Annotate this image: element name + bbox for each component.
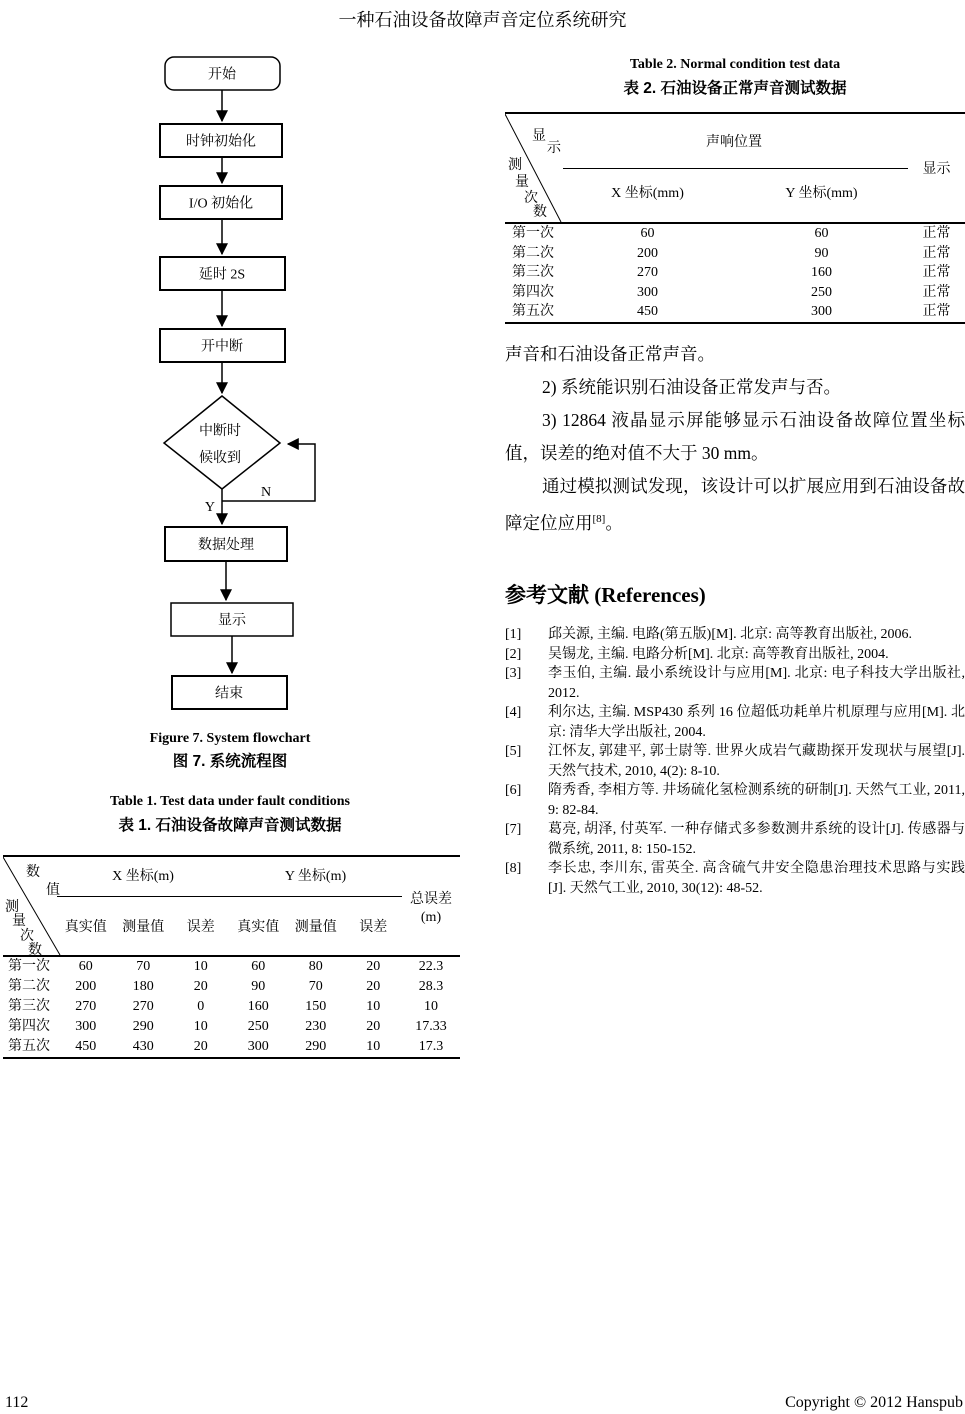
cell-x-error: 0 xyxy=(197,999,205,1014)
table2-display-header: 显示 xyxy=(922,162,951,177)
cell-x-error: 20 xyxy=(193,1039,208,1054)
cell-total-error: 17.3 xyxy=(418,1039,444,1054)
table2-rows xyxy=(505,224,965,322)
table1-subheader: 测量值 xyxy=(294,920,337,935)
table2-corner-bottom-char: 量 xyxy=(515,175,529,190)
node-decision-shape xyxy=(164,396,280,489)
table1-header xyxy=(3,857,460,957)
table-row xyxy=(3,957,460,977)
reference-item xyxy=(505,645,965,665)
reference-number: [1] xyxy=(505,627,522,642)
cell-y-coordinate: 250 xyxy=(811,284,832,300)
reference-number: [7] xyxy=(505,822,522,837)
table1-total-error-unit: (m) xyxy=(420,910,442,925)
reference-number: [5] xyxy=(505,744,522,759)
table-row xyxy=(505,244,965,264)
row-label: 第二次 xyxy=(8,979,50,994)
cell-x-measured: 180 xyxy=(132,979,154,994)
paragraph-text: 通过模拟测试发现，该设计可以扩展应用到石油设备故障定位应用 xyxy=(505,476,965,533)
node-open-interrupt-label: 开中断 xyxy=(201,339,243,355)
table1-corner-bottom-char: 数 xyxy=(28,943,42,958)
paragraph: 2) 系统能识别石油设备正常发声与否。 xyxy=(542,377,841,397)
page-title: 一种石油设备故障声音定位系统研究 xyxy=(338,10,627,30)
row-label: 第三次 xyxy=(512,265,554,280)
table2-col-x-header: X 坐标(mm) xyxy=(611,186,684,201)
cell-total-error: 17.33 xyxy=(415,1019,447,1034)
reference-item xyxy=(505,742,965,781)
cell-y-error: 20 xyxy=(366,959,381,974)
cell-display-status: 正常 xyxy=(922,265,951,280)
cell-y-true: 90 xyxy=(251,979,266,994)
figure7-caption-en: Figure 7. System flowchart xyxy=(149,731,311,746)
table2-group-position: 声响位置 xyxy=(706,135,762,150)
cell-x-measured: 270 xyxy=(132,999,154,1014)
table1-corner-bottom-char: 次 xyxy=(20,929,34,944)
table2 xyxy=(505,112,965,324)
branch-yes-label: Y xyxy=(204,500,215,515)
node-delay-label: 延时 2S xyxy=(198,267,246,283)
table2-group-underline xyxy=(563,168,908,169)
table-row xyxy=(505,302,965,322)
table1-corner-top-char: 数 xyxy=(26,865,40,880)
cell-x-true: 300 xyxy=(75,1019,97,1034)
cell-y-coordinate: 300 xyxy=(811,304,832,319)
cell-y-true: 60 xyxy=(251,959,266,974)
table2-title-en: Table 2. Normal condition test data xyxy=(629,57,841,72)
row-label: 第三次 xyxy=(8,999,50,1014)
body-text xyxy=(505,338,965,540)
table-row xyxy=(505,283,965,303)
cell-x-measured: 430 xyxy=(132,1039,154,1054)
copyright-notice: Copyright © 2012 Hanspub xyxy=(785,1394,963,1411)
reference-number: [6] xyxy=(505,783,522,798)
table1-subheader: 真实值 xyxy=(237,920,280,935)
cell-x-coordinate: 270 xyxy=(637,265,658,280)
cell-display-status: 正常 xyxy=(922,245,951,261)
cell-x-coordinate: 60 xyxy=(640,226,655,241)
references-heading-zh: 参考文献 xyxy=(505,584,589,607)
reference-item xyxy=(505,820,965,859)
row-label: 第一次 xyxy=(8,959,50,974)
paragraph xyxy=(505,470,965,540)
citation-superscript: [8] xyxy=(592,513,606,525)
table-row xyxy=(505,263,965,283)
reference-number: [2] xyxy=(505,646,522,662)
table1-corner-bottom-char: 量 xyxy=(12,914,26,929)
cell-y-measured: 80 xyxy=(308,959,323,974)
table1-total-error-header: 总误差 xyxy=(410,892,452,907)
reference-number: [4] xyxy=(505,705,522,720)
cell-y-error: 10 xyxy=(366,1039,381,1054)
table2-title-zh: 表 2. 石油设备正常声音测试数据 xyxy=(623,80,847,97)
reference-text: 隋秀香, 李相方等. 井场硫化氢检测系统的研制[J]. 天然气工业, 2011, 9: 82-84. xyxy=(548,783,965,818)
table1-corner-top-char: 值 xyxy=(46,883,60,898)
table2-corner-bottom-char: 数 xyxy=(533,205,547,220)
cell-x-true: 270 xyxy=(75,999,97,1014)
cell-y-error: 20 xyxy=(366,979,381,994)
cell-x-coordinate: 450 xyxy=(637,304,658,319)
flow-connectors xyxy=(222,90,315,673)
flow-nodes xyxy=(160,57,293,709)
node-end-label: 结束 xyxy=(215,686,243,702)
cell-x-measured: 70 xyxy=(136,959,151,974)
table1-title-en: Table 1. Test data under fault conditions xyxy=(109,794,350,809)
reference-number: [3] xyxy=(505,666,522,681)
cell-y-true: 160 xyxy=(247,999,269,1014)
cell-x-error: 10 xyxy=(193,1019,208,1034)
table-row xyxy=(3,1037,460,1057)
table1-subheader: 误差 xyxy=(359,920,388,935)
row-label: 第一次 xyxy=(512,226,554,241)
table1-rows xyxy=(3,957,460,1057)
cell-x-measured: 290 xyxy=(132,1019,154,1034)
cell-x-true: 200 xyxy=(75,979,97,994)
node-decision-label-line1: 中断时 xyxy=(199,424,241,439)
table1-group-x: X 坐标(m) xyxy=(112,869,174,884)
cell-y-true: 250 xyxy=(247,1019,269,1034)
cell-y-measured: 230 xyxy=(305,1019,327,1034)
cell-y-true: 300 xyxy=(247,1039,269,1054)
paragraph: 3) 12864 液晶显示屏能够显示石油设备故障位置坐标值，误差的绝对值不大于 30 mm。 xyxy=(505,410,965,463)
cell-y-measured: 70 xyxy=(308,979,323,994)
table1 xyxy=(3,855,460,1059)
table1-corner-bottom-char: 测 xyxy=(5,900,19,915)
figure7-caption-zh: 图 7. 系统流程图 xyxy=(172,753,288,770)
cell-x-coordinate: 300 xyxy=(637,284,658,300)
references-list xyxy=(505,625,965,898)
node-decision-label-line2: 候收到 xyxy=(199,451,241,466)
table1-subheader: 测量值 xyxy=(122,920,165,935)
cell-x-error: 10 xyxy=(193,959,208,974)
table2-header xyxy=(505,114,965,224)
node-init-clock-label: 时钟初始化 xyxy=(186,134,256,150)
table1-group-underline xyxy=(57,896,402,897)
cell-y-coordinate: 90 xyxy=(814,245,829,261)
reference-text: 江怀友, 郭建平, 郭士尉等. 世界火成岩气藏勘探开发现状与展望[J]. 天然气技术, 2010, 4(2): 8-10. xyxy=(548,744,965,779)
cell-x-coordinate: 200 xyxy=(637,245,658,261)
table1-subheader: 误差 xyxy=(186,920,215,935)
table1-subheader: 真实值 xyxy=(64,920,107,935)
cell-y-error: 10 xyxy=(366,999,381,1014)
reference-text: 李玉伯, 主编. 最小系统设计与应用[M]. 北京: 电子科技大学出版社, 2012. xyxy=(548,666,965,701)
node-data-processing-label: 数据处理 xyxy=(198,538,254,553)
table2-corner-bottom-char: 测 xyxy=(508,158,522,173)
table-row xyxy=(505,224,965,244)
reference-text: 邱关源, 主编. 电路(第五版)[M]. 北京: 高等教育出版社, 2006. xyxy=(548,627,912,642)
branch-no-label: N xyxy=(260,485,272,500)
reference-item xyxy=(505,781,965,820)
node-init-io-label: I/O 初始化 xyxy=(188,196,254,212)
row-label: 第五次 xyxy=(512,304,554,319)
table2-corner-top-char: 示 xyxy=(547,141,561,156)
reference-item xyxy=(505,664,965,703)
cell-total-error: 22.3 xyxy=(418,959,444,974)
paragraph-text: 。 xyxy=(605,512,623,533)
row-label: 第四次 xyxy=(8,1019,50,1034)
references-heading-en: (References) xyxy=(589,583,706,607)
reference-text: 吴锡龙, 主编. 电路分析[M]. 北京: 高等教育出版社, 2004. xyxy=(548,646,889,662)
reference-item xyxy=(505,859,965,898)
reference-number: [8] xyxy=(505,861,522,876)
reference-item xyxy=(505,703,965,742)
page-number: 112 xyxy=(5,1394,29,1411)
node-display-label: 显示 xyxy=(218,613,246,629)
table-row xyxy=(3,997,460,1017)
row-label: 第四次 xyxy=(512,284,554,300)
cell-y-measured: 150 xyxy=(305,999,327,1014)
table2-col-y-header: Y 坐标(mm) xyxy=(785,186,858,201)
cell-total-error: 28.3 xyxy=(418,979,444,994)
table1-title-zh: 表 1. 石油设备故障声音测试数据 xyxy=(118,817,342,834)
cell-x-error: 20 xyxy=(193,979,208,994)
table-row xyxy=(3,1017,460,1037)
cell-y-error: 20 xyxy=(366,1019,381,1034)
system-flowchart xyxy=(0,45,460,725)
cell-x-true: 450 xyxy=(75,1039,97,1054)
references-heading xyxy=(505,579,706,609)
row-label: 第五次 xyxy=(8,1039,50,1054)
row-label: 第二次 xyxy=(512,245,554,261)
reference-item xyxy=(505,625,965,645)
node-start-label: 开始 xyxy=(208,67,236,83)
cell-display-status: 正常 xyxy=(922,304,951,319)
cell-display-status: 正常 xyxy=(922,284,951,300)
reference-text: 李长忠, 李川东, 雷英全. 高含硫气井安全隐患治理技术思路与实践[J]. 天然气工业, 2010, 30(12): 48-52. xyxy=(548,861,965,896)
cell-x-true: 60 xyxy=(78,959,93,974)
table1-group-y: Y 坐标(m) xyxy=(284,869,347,884)
cell-total-error: 10 xyxy=(424,999,438,1014)
table2-corner-bottom-char: 次 xyxy=(524,191,538,206)
table1-subheader-row xyxy=(57,918,402,938)
cell-y-coordinate: 160 xyxy=(811,265,832,280)
reference-text: 葛亮, 胡泽, 付英军. 一种存储式多参数测井系统的设计[J]. 传感器与微系统, 2011, 8: 150-152. xyxy=(548,822,965,857)
cell-display-status: 正常 xyxy=(922,226,951,241)
cell-y-coordinate: 60 xyxy=(814,226,829,241)
table-row xyxy=(3,977,460,997)
reference-text: 利尔达, 主编. MSP430 系列 16 位超低功耗单片机原理与应用[M]. 北京: 清华大学出版社, 2004. xyxy=(548,705,965,740)
paragraph: 声音和石油设备正常声音。 xyxy=(505,344,715,364)
table2-corner-top-char: 显 xyxy=(532,129,546,144)
cell-y-measured: 290 xyxy=(305,1039,327,1054)
